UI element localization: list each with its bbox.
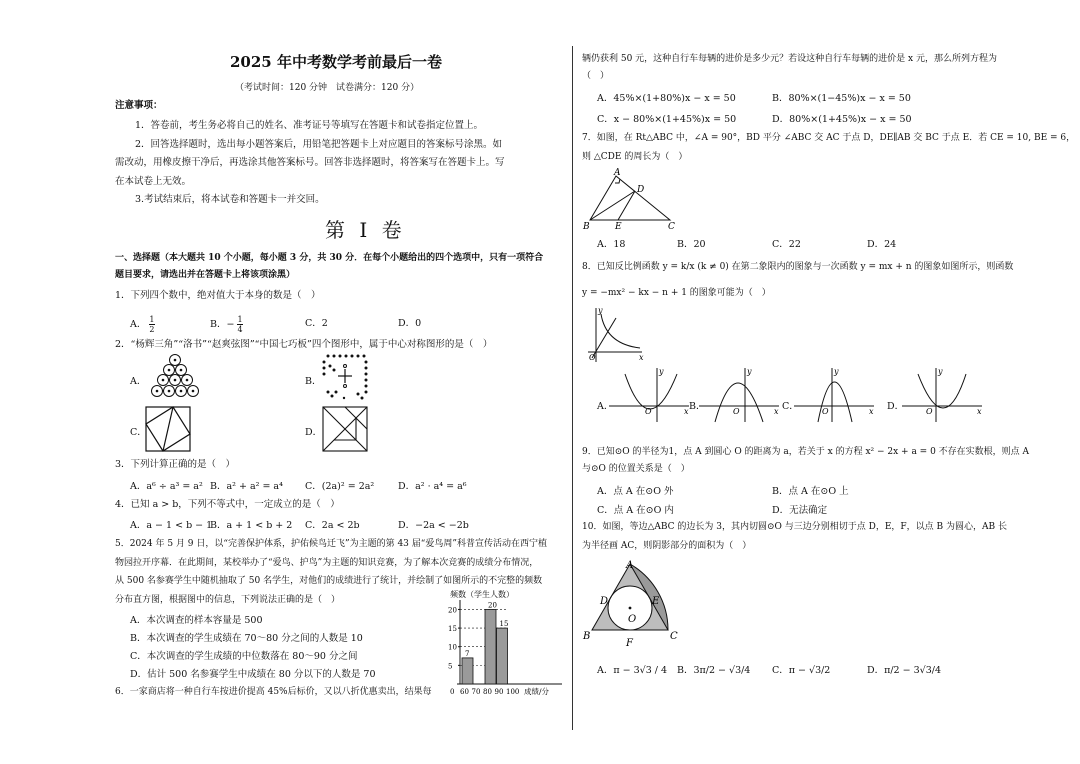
q8-line: y = −mx² − kx − n + 1 的图象可能为（ ） <box>582 288 771 298</box>
frequency-histogram <box>440 588 565 700</box>
q2-option-d: D． <box>305 427 323 438</box>
x-tick-label: 90 <box>494 688 504 696</box>
q10-label-o: O <box>628 614 637 625</box>
part1-intro: 一、选择题（本大题共 10 个小题，每小题 3 分，共 30 分．在每个小题给出的四个选项中，只有一项符合 <box>115 253 544 263</box>
q7-triangle-figure <box>582 166 682 232</box>
part1-intro: 题目要求，请选出并在答题卡上将该项涂黑） <box>115 270 296 280</box>
notice-item: 在本试卷上无效。 <box>115 176 192 187</box>
q7-option-d: D．24 <box>867 239 897 250</box>
q2-option-b: B． <box>305 376 322 387</box>
y-tick-label: 10 <box>448 643 457 652</box>
q4-stem: 4．已知 a > b，下列不等式中，一定成立的是（ ） <box>115 499 340 510</box>
q8-option-c-graph <box>792 366 876 424</box>
svg-text:O: O <box>645 407 652 416</box>
q10-label-c: C <box>670 631 678 642</box>
q10-option-c: C．π − √3/2 <box>772 665 831 676</box>
chart-title: 频数（学生人数） <box>450 590 514 599</box>
q1-option-c: C．2 <box>305 318 328 329</box>
q3-option-a: A．a⁶ ÷ a³ = a² <box>130 481 203 492</box>
notice-item: 2．回答选择题时，选出每小题答案后，用铅笔把答题卡上对应题目的答案标号涂黑。如 <box>135 139 503 150</box>
histogram-bar <box>462 658 473 684</box>
q4-option-c: C．2a < 2b <box>305 520 360 531</box>
q2-stem: 2．“杨辉三角”“洛书”“赵爽弦图”“中国七巧板”四个图形中，属于中心对称图形的是（ ） <box>115 339 493 350</box>
histogram-bar <box>497 628 508 684</box>
svg-text:y: y <box>747 367 752 376</box>
x-tick-label: 0 <box>450 688 455 696</box>
q8-option-d: D． <box>887 401 905 412</box>
q2-option-c: C． <box>130 427 147 438</box>
q7-label-c: C <box>668 222 675 232</box>
q10-label-d: D <box>600 596 609 607</box>
q7-label-b: B <box>583 222 590 232</box>
q5-line: 5．2024 年 5 月 9 日，以“完善保护体系，护佑候鸟迁飞”为主题的第 43 届“爱鸟周”科普宣传活动在西宁植 <box>115 539 547 549</box>
y-tick-label: 5 <box>448 662 453 671</box>
q6-line: 6．一家商店将一种自行车按进价提高 45%后标价，又以八折优惠卖出，结果每 <box>115 687 432 697</box>
q7-label-e: E <box>615 222 622 232</box>
q10-label-a: A <box>626 560 634 571</box>
column-divider <box>572 46 573 730</box>
q6-line: 辆仍获利 50 元，这种自行车每辆的进价是多少元？若设这种自行车每辆的进价是 x 元，那么所列方程为 <box>582 54 997 64</box>
q5-option-b: B．本次调查的学生成绩在 70～80 分之间的人数是 10 <box>130 633 363 644</box>
q5-option-c: C．本次调查的学生成绩的中位数落在 80～90 分之间 <box>130 651 358 662</box>
q10-label-e: E <box>652 596 660 607</box>
right-column <box>582 0 1076 764</box>
bar-data-label: 20 <box>488 601 497 610</box>
q8-given-graph <box>586 304 646 364</box>
q9-option-d: D．无法确定 <box>772 505 828 516</box>
q8-option-a-graph <box>607 366 691 424</box>
svg-text:O: O <box>926 407 933 416</box>
notice-item: 3.考试结束后，将本试卷和答题卡一并交回。 <box>135 194 325 205</box>
q6-option-c: C．x − 80%×(1+45%)x = 50 <box>597 114 737 125</box>
q3-option-d: D．a² · a⁴ = a⁶ <box>398 481 467 492</box>
svg-text:O: O <box>822 407 829 416</box>
q10-label-f: F <box>626 638 633 649</box>
q4-option-a: A．a − 1 < b − 1 <box>130 520 213 531</box>
svg-text:O: O <box>733 407 740 416</box>
svg-text:x: x <box>977 407 982 416</box>
q10-option-d: D．π/2 − 3√3/4 <box>867 665 941 676</box>
q10-option-b: B．3π/2 − √3/4 <box>677 665 751 676</box>
y-tick-label: 20 <box>448 606 457 615</box>
q10-line: 为半径画 AC，则阴影部分的面积为（ ） <box>582 541 752 551</box>
tangram-figure <box>322 406 370 452</box>
q6-option-b: B．80%×(1−45%)x − x = 50 <box>772 93 911 104</box>
x-tick-label: 60 <box>460 688 469 696</box>
notice-heading: 注意事项： <box>115 100 163 111</box>
x-tick-label: 80 <box>483 688 492 696</box>
q7-option-b: B．20 <box>677 239 706 250</box>
q8-option-c: C． <box>782 401 799 412</box>
q1-option-d: D．0 <box>398 318 422 329</box>
q1-stem: 1．下列四个数中，绝对值大于本身的数是（ ） <box>115 290 321 301</box>
yanghui-triangle-figure <box>145 352 205 406</box>
q10-line: 10．如图，等边△ABC 的边长为 3，其内切圆⊙O 与三边分别相切于点 D，E，F，以点 B 为圆心，AB 长 <box>582 522 1007 532</box>
q8-axis-y: y <box>598 306 603 315</box>
x-tick-label: 70 <box>471 688 481 696</box>
q8-option-b: B． <box>689 401 706 412</box>
q9-option-c: C．点 A 在⊙O 内 <box>597 505 674 516</box>
histogram-bar <box>485 609 496 684</box>
exam-subtitle: （考试时间：120 分钟 试卷满分：120 分） <box>235 83 420 93</box>
section-heading: 第 I 卷 <box>325 218 406 242</box>
q8-line: 8．已知反比例函数 y = k/x (k ≠ 0) 在第二象限内的图象与一次函数 y = mx + n 的图象如图所示，则函数 <box>582 262 1014 272</box>
q3-option-c: C．(2a)² = 2a² <box>305 481 375 492</box>
luoshu-figure <box>320 352 370 402</box>
exam-title: 2025 年中考数学考前最后一卷 <box>230 53 442 71</box>
bar-data-label: 15 <box>499 620 509 629</box>
q9-option-a: A．点 A 在⊙O 外 <box>597 486 674 497</box>
q9-option-b: B．点 A 在⊙O 上 <box>772 486 849 497</box>
q2-option-a: A． <box>130 376 147 387</box>
q4-option-d: D．−2a < −2b <box>398 520 469 531</box>
q1-option-b: B．− $\frac{1}{4}$ <box>210 315 243 334</box>
q7-option-a: A．18 <box>597 239 626 250</box>
svg-text:y: y <box>834 367 839 376</box>
y-tick-label: 15 <box>448 625 457 634</box>
q9-line: 与⊙O 的位置关系是（ ） <box>582 464 690 474</box>
q3-stem: 3．下列计算正确的是（ ） <box>115 459 236 470</box>
q6-option-a: A．45%×(1+80%)x − x = 50 <box>597 93 736 104</box>
bar-data-label: 7 <box>465 649 470 658</box>
q6-line: （ ） <box>582 71 610 81</box>
svg-text:x: x <box>869 407 874 416</box>
q8-option-d-graph <box>900 366 984 424</box>
q7-option-c: C．22 <box>772 239 801 250</box>
q8-option-a: A． <box>597 401 614 412</box>
q7-label-d: D <box>637 185 645 195</box>
svg-text:x: x <box>684 407 689 416</box>
svg-text:x: x <box>774 407 779 416</box>
q5-line: 从 500 名参赛学生中随机抽取了 50 名学生，对他们的成绩进行了统计，并绘制了如图所示的不完整的频数 <box>115 576 543 586</box>
q7-line: 7．如图，在 Rt△ABC 中，∠A = 90°，BD 平分 ∠ABC 交 AC 于点 D，DE∥AB 交 BC 于点 E．若 CE = 10, BE = 6， <box>582 133 1076 143</box>
notice-item: 1．答卷前，考生务必将自己的姓名、准考证号等填写在答题卡和试卷指定位置上。 <box>135 120 484 131</box>
q5-option-a: A．本次调查的样本容量是 500 <box>130 615 263 626</box>
q3-option-b: B．a² + a² = a⁴ <box>210 481 283 492</box>
q7-label-a: A <box>614 168 621 178</box>
q5-option-d: D．估计 500 名参赛学生中成绩在 80 分以下的人数是 70 <box>130 669 376 680</box>
q8-option-b-graph <box>697 366 781 424</box>
svg-text:y: y <box>938 367 943 376</box>
q5-line: 分布直方图，根据图中的信息，下列说法正确的是（ ） <box>115 595 341 605</box>
zhaoshuang-figure <box>145 406 193 452</box>
q6-option-d: D．80%×(1+45%)x − x = 50 <box>772 114 912 125</box>
q7-line: 则 △CDE 的周长为（ ） <box>582 152 688 162</box>
notice-item: 需改动，用橡皮擦干净后，再选涂其他答案标号。回答非选择题时，将答案写在答题卡上。写 <box>115 157 505 168</box>
x-axis-label: 成绩/分 <box>524 687 550 696</box>
svg-text:y: y <box>659 367 664 376</box>
x-tick-label: 100 <box>506 688 520 696</box>
q8-axis-x: x <box>639 353 644 362</box>
q8-axis-o: O <box>589 353 596 362</box>
q5-line: 物园拉开序幕．在此期间，某校举办了“爱鸟、护鸟”为主题的知识竞赛，为了解本次竞赛的成绩分布情况， <box>115 558 539 568</box>
q10-circle-figure <box>582 556 682 652</box>
q9-line: 9．已知⊙O 的半径为1，点 A 到圆心 O 的距离为 a，若关于 x 的方程 x² − 2x + a = 0 不存在实数根，则点 A <box>582 447 1030 457</box>
q4-option-b: B．a + 1 < b + 2 <box>210 520 293 531</box>
q1-option-a: A． $\frac{1}{2}$ <box>130 315 155 334</box>
q10-label-b: B <box>583 631 591 642</box>
q10-option-a: A．π − 3√3 / 4 <box>597 665 668 676</box>
left-column <box>110 0 565 764</box>
